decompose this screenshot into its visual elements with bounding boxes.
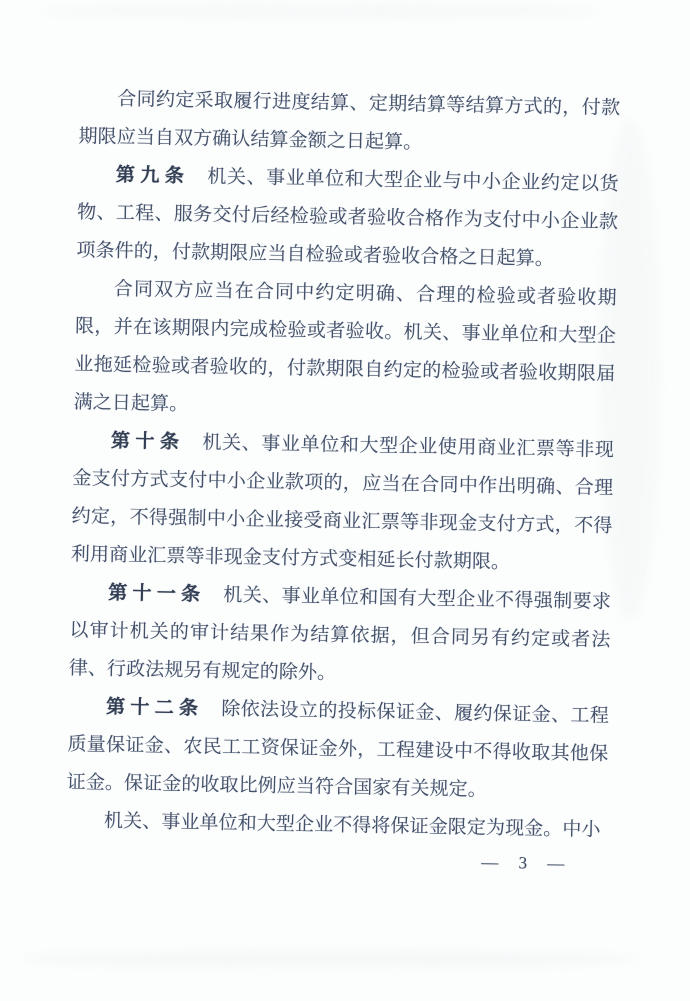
paragraph-article-11: [68, 574, 611, 698]
article-label: 第九条: [115, 164, 190, 188]
paragraph-text: 机关、事业单位和大型企业不得将保证金限定为现金。中小: [103, 810, 601, 841]
page-content: [65, 80, 620, 884]
paragraph-text: 机关、事业单位和大型企业使用商业汇票等非现金支付方式支付中小企业款项的，应当在合同中作出明确、合理约定，不得强制中小企业接受商业汇票等非现金支付方式，不得利用商业汇票等非现金支付方式变相延长付款期限。: [70, 432, 615, 574]
paragraph-article-12: [66, 688, 609, 812]
scan-artifact: [20, 952, 640, 966]
article-label: 第十条: [110, 430, 185, 454]
page-number-text: — 3 —: [481, 852, 567, 874]
scan-artifact: [40, 6, 600, 16]
article-label: 第十一条: [108, 582, 206, 606]
paragraph-article-9-clause-2: [73, 270, 617, 432]
paragraph-article-10: [71, 422, 615, 584]
paragraph-text: 除依法设立的投标保证金、履约保证金、工程质量保证金、农民工工资保证金外，工程建设中不得收取其他保证金。保证金的收取比例应当符合国家有关规定。: [66, 698, 610, 801]
paragraph-text: 合同约定采取履行进度结算、定期结算等结算方式的，付款期限应当自双方确认结算金额之日起算。: [78, 88, 621, 154]
paragraph-text: 机关、事业单位和国有大型企业不得强制要求以审计机关的审计结果作为结算依据，但合同另有约定或者法律、行政法规另有规定的除外。: [68, 584, 612, 684]
paragraph-text: 机关、事业单位和大型企业与中小企业约定以货物、工程、服务交付后经检验或者验收合格作为支付中小企业款项条件的，付款期限应当自检验或者验收合格之日起算。: [76, 166, 619, 270]
paragraph-article-9: [76, 156, 619, 280]
paragraph-continuation: [78, 80, 620, 166]
paragraph-text: 合同双方应当在合同中约定明确、合理的检验或者验收期限，并在该期限内完成检验或者验收。机关、事业单位和大型企业拖延检验或者验收的，付款期限自约定的检验或者验收期限届满之日起算。: [73, 278, 617, 416]
article-label: 第十二条: [105, 696, 204, 720]
